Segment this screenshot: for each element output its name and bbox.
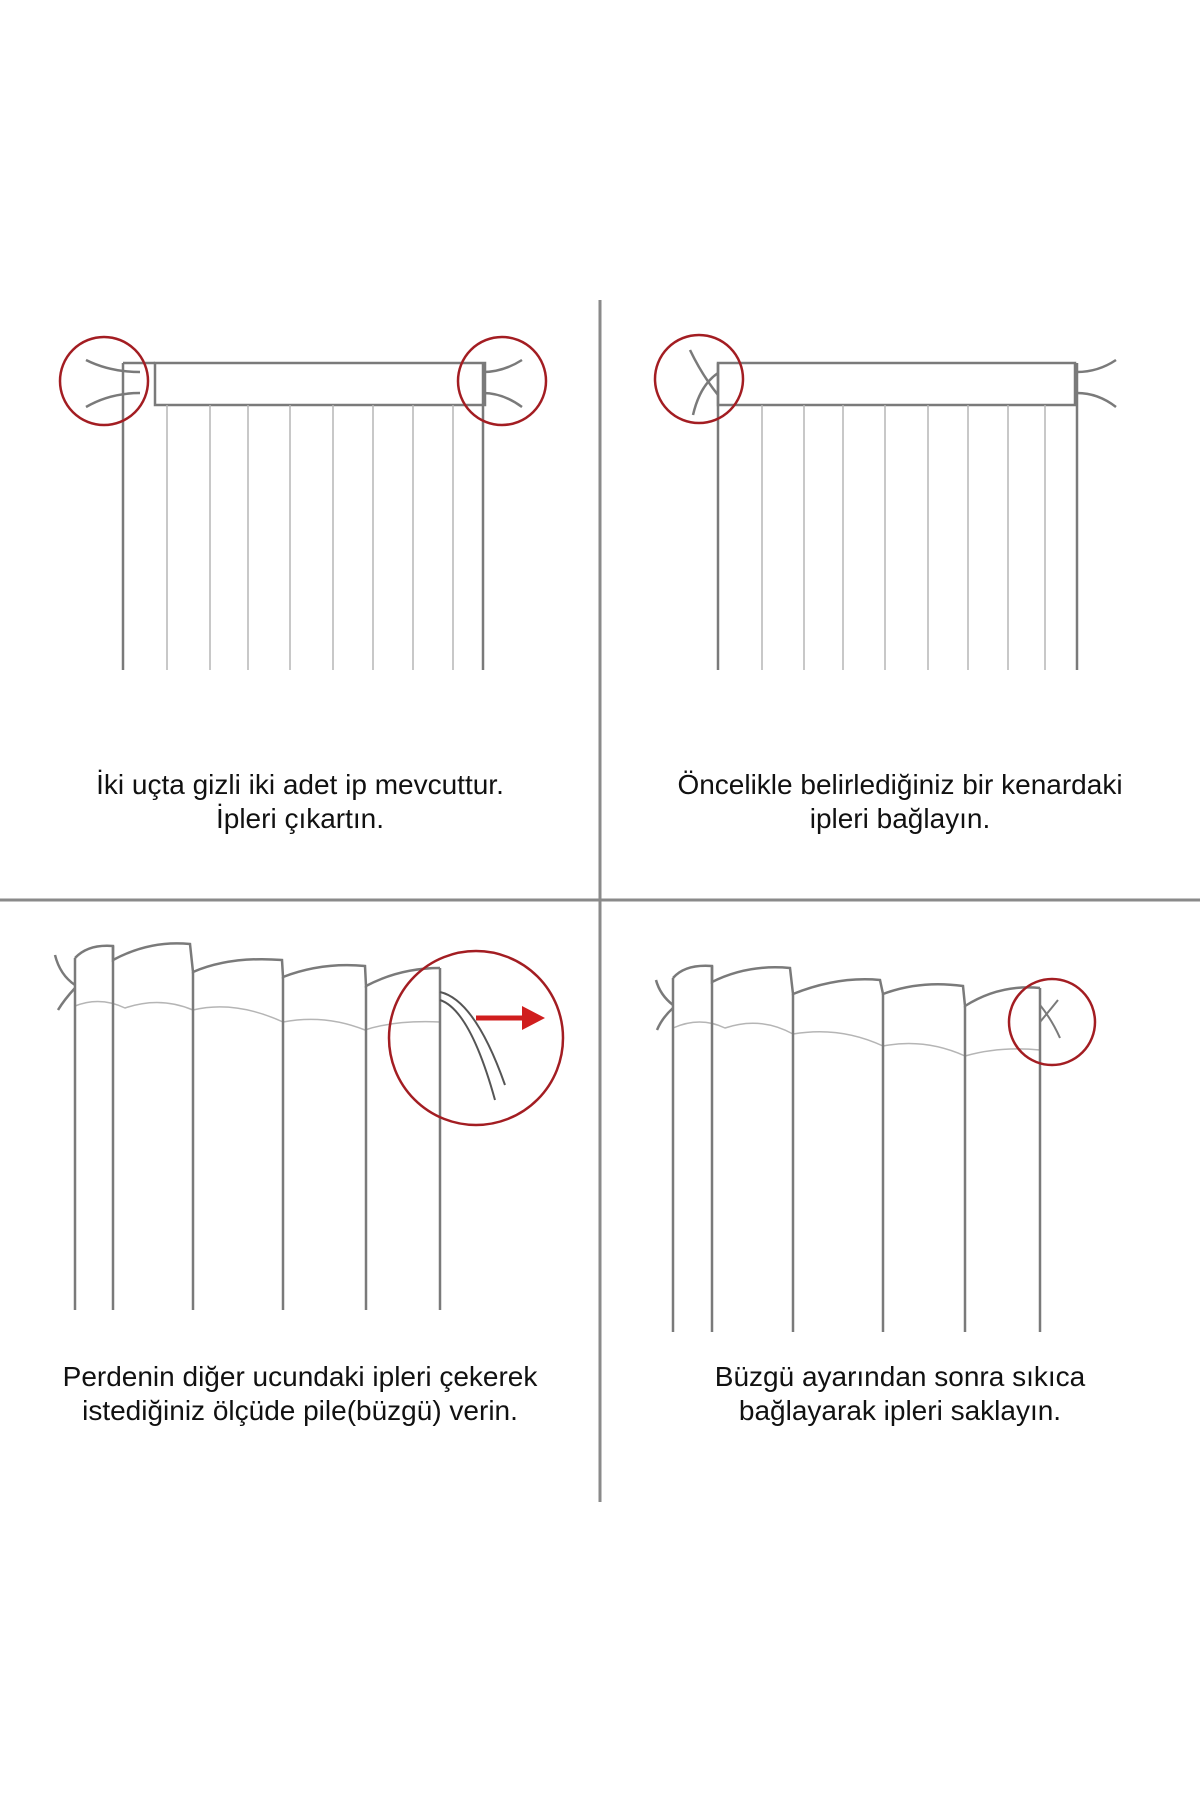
step-4-caption-line-2: bağlayarak ipleri saklayın. xyxy=(738,1395,1062,1426)
arrow-right-icon xyxy=(476,1006,545,1030)
panel-3-wavy-top xyxy=(75,943,440,986)
panel-3-pulled-cords xyxy=(440,992,505,1100)
step-4-caption-line-1: Büzgü ayarından sonra sıkıca xyxy=(714,1361,1086,1392)
step-2-caption xyxy=(620,768,1180,836)
panel-3-left-knot xyxy=(55,955,75,1010)
panel-1-right-highlight xyxy=(458,337,546,425)
panel-4-hidden-knot xyxy=(1040,1000,1060,1038)
step-4-caption xyxy=(620,1360,1180,1428)
panel-2-tied-knot xyxy=(690,350,718,415)
panel-2-loose-cords xyxy=(1077,360,1116,407)
panel-3-pull-highlight xyxy=(389,951,563,1125)
panel-4-fold-lines xyxy=(673,966,1040,1332)
panel-1-pleat-lines xyxy=(167,405,453,670)
panel-4-left-knot xyxy=(656,980,673,1030)
panel-1-left-cords xyxy=(86,360,140,407)
panel-1-header-band xyxy=(155,363,485,405)
panel-2-curtain xyxy=(655,335,1116,670)
panel-3-curtain xyxy=(55,943,563,1310)
panel-1-curtain xyxy=(60,337,546,670)
panel-2-header-band xyxy=(718,363,1075,405)
panel-2-knot-highlight xyxy=(655,335,743,423)
panel-4-top-hem xyxy=(673,1022,1040,1056)
step-3-caption-line-1: Perdenin diğer ucundaki ipleri çekerek xyxy=(62,1361,538,1392)
step-2-caption-line-1: Öncelikle belirlediğiniz bir kenardaki xyxy=(677,769,1123,800)
panel-1-right-cords xyxy=(483,360,522,407)
panel-4-wavy-top xyxy=(673,966,1040,1006)
step-1-caption xyxy=(20,768,580,836)
step-3-caption-line-2: istediğiniz ölçüde pile(büzgü) verin. xyxy=(82,1395,518,1426)
step-3-caption xyxy=(20,1360,580,1428)
step-1-caption-line-2: İpleri çıkartın. xyxy=(215,803,385,834)
panel-3-top-hem xyxy=(75,1001,440,1030)
step-1-caption-line-1: İki uçta gizli iki adet ip mevcuttur. xyxy=(96,769,504,800)
panel-4-curtain xyxy=(656,966,1095,1332)
step-2-caption-line-2: ipleri bağlayın. xyxy=(809,803,991,834)
panel-3-fold-lines xyxy=(75,946,440,1310)
panel-1-left-highlight xyxy=(60,337,148,425)
panel-2-pleat-lines xyxy=(762,405,1045,670)
